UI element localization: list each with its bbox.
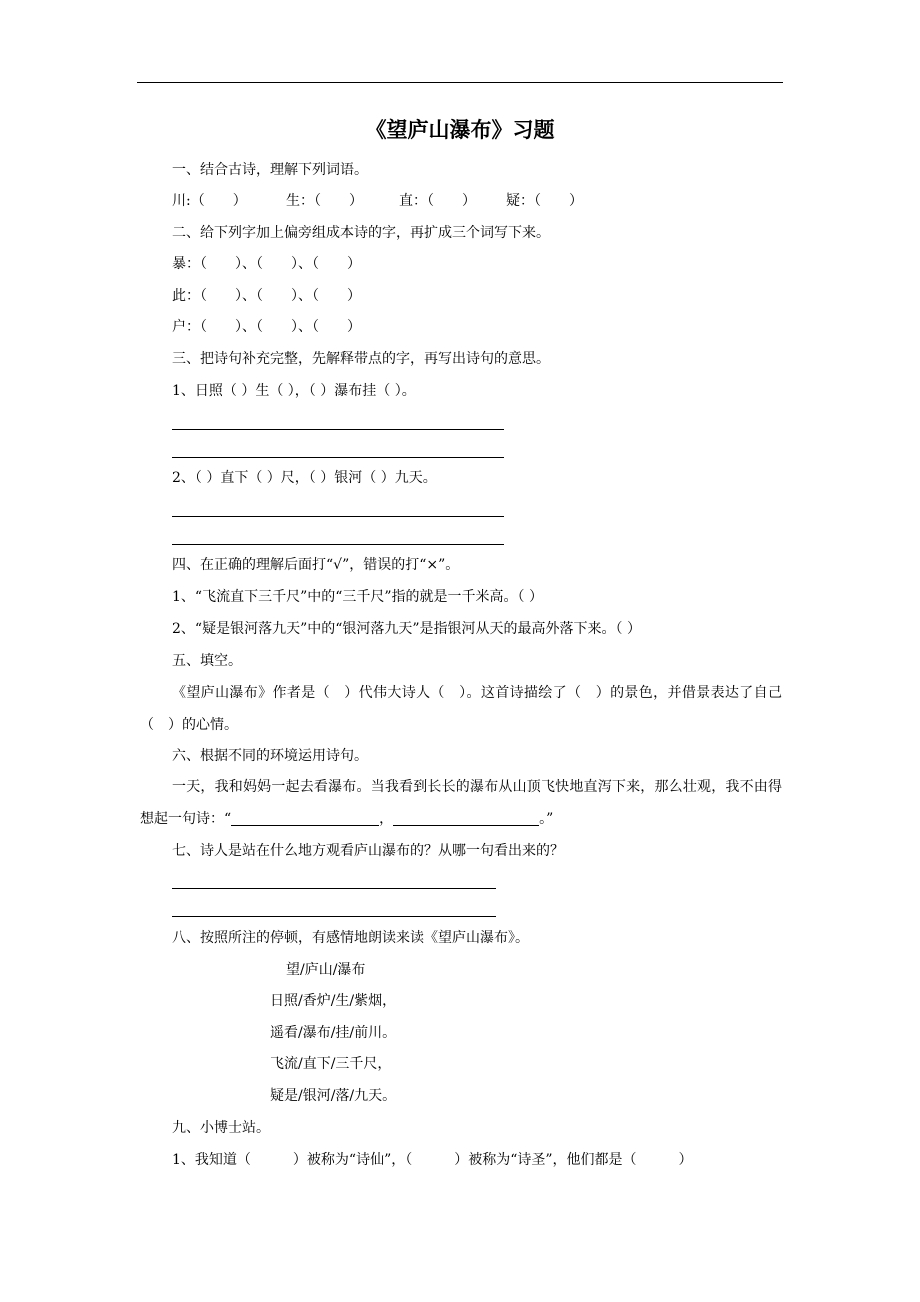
- question-4-1: 1、“飞流直下三千尺”中的“三千尺”指的就是一千米高。（ ）: [172, 589, 543, 605]
- section-6-heading: 六、根据不同的环境运用诗句。: [172, 748, 368, 764]
- radical-row: 暴：（ ）、（ ）、（ ）: [172, 256, 361, 272]
- section-7-heading: 七、诗人是站在什么地方观看庐山瀑布的？从哪一句看出来的？: [172, 843, 564, 859]
- section-4-heading: 四、在正确的理解后面打“√”，错误的打“×”。: [172, 557, 460, 573]
- poem-line: 疑是/银河/落/九天。: [270, 1088, 397, 1104]
- word-item: 疑：（ ）: [506, 193, 583, 209]
- question-4-2: 2、“疑是银河落九天”中的“银河落九天”是指银河从天的最高外落下来。（ ）: [172, 621, 641, 637]
- poem-line: 遥看/瀑布/挂/前川。: [270, 1025, 397, 1041]
- closing-quote: 。”: [539, 811, 554, 827]
- radical-row: 此：（ ）、（ ）、（ ）: [172, 288, 361, 304]
- word-item: 直：（ ）: [399, 193, 476, 209]
- question-9-1: 1、我知道（ ）被称为“诗仙”，（ ）被称为“诗圣”，他们都是（ ）: [172, 1152, 693, 1168]
- section-6-paragraph: [140, 771, 782, 835]
- section-5-paragraph: 《望庐山瀑布》作者是（ ）代伟大诗人（ ）。这首诗描绘了（ ）的景色，并借景表达了自己（ ）的心情。: [140, 685, 782, 733]
- poem-blank-1[interactable]: [231, 809, 379, 826]
- section-2-heading: 二、给下列字加上偏旁组成本诗的字，再扩成三个词写下来。: [172, 225, 550, 241]
- section-9-heading: 九、小博士站。: [172, 1120, 270, 1136]
- radical-row: 户：（ ）、（ ）、（ ）: [172, 319, 361, 335]
- section-8-heading: 八、按照所注的停顿，有感情地朗读来读《望庐山瀑布》。: [172, 930, 529, 946]
- answer-line[interactable]: [172, 544, 504, 545]
- question-3-1: 1、日照（ ）生（ ），（ ）瀑布挂（ ）。: [172, 383, 416, 399]
- section-6-text: 一天，我和妈妈一起去看瀑布。当我看到长长的瀑布从山顶飞快地直泻下来，那么壮观，我不由得想起一句诗：“: [140, 779, 782, 827]
- answer-line[interactable]: [172, 888, 496, 889]
- answer-line[interactable]: [172, 429, 504, 430]
- word-item: 川:（ ）: [172, 193, 247, 209]
- answer-line[interactable]: [172, 516, 504, 517]
- question-3-2: 2、（ ）直下（ ）尺，（ ）银河（ ）九天。: [172, 470, 437, 486]
- section-5-heading: 五、填空。: [172, 653, 242, 669]
- poem-line: 飞流/直下/三千尺，: [270, 1056, 392, 1072]
- poem-blank-2[interactable]: [393, 809, 539, 826]
- answer-line[interactable]: [172, 457, 504, 458]
- poem-title: 望/庐山/瀑布: [286, 962, 366, 978]
- section-1-heading: 一、结合古诗，理解下列词语。: [172, 162, 368, 178]
- page-title: 《望庐山瀑布》习题: [365, 117, 555, 142]
- answer-line[interactable]: [172, 916, 496, 917]
- poem-line: 日照/香炉/生/紫烟，: [270, 993, 397, 1009]
- word-item: 生：（ ）: [286, 193, 363, 209]
- header-rule: [137, 82, 783, 83]
- comma: ，: [379, 811, 394, 827]
- section-3-heading: 三、把诗句补充完整，先解释带点的字，再写出诗句的意思。: [172, 351, 550, 367]
